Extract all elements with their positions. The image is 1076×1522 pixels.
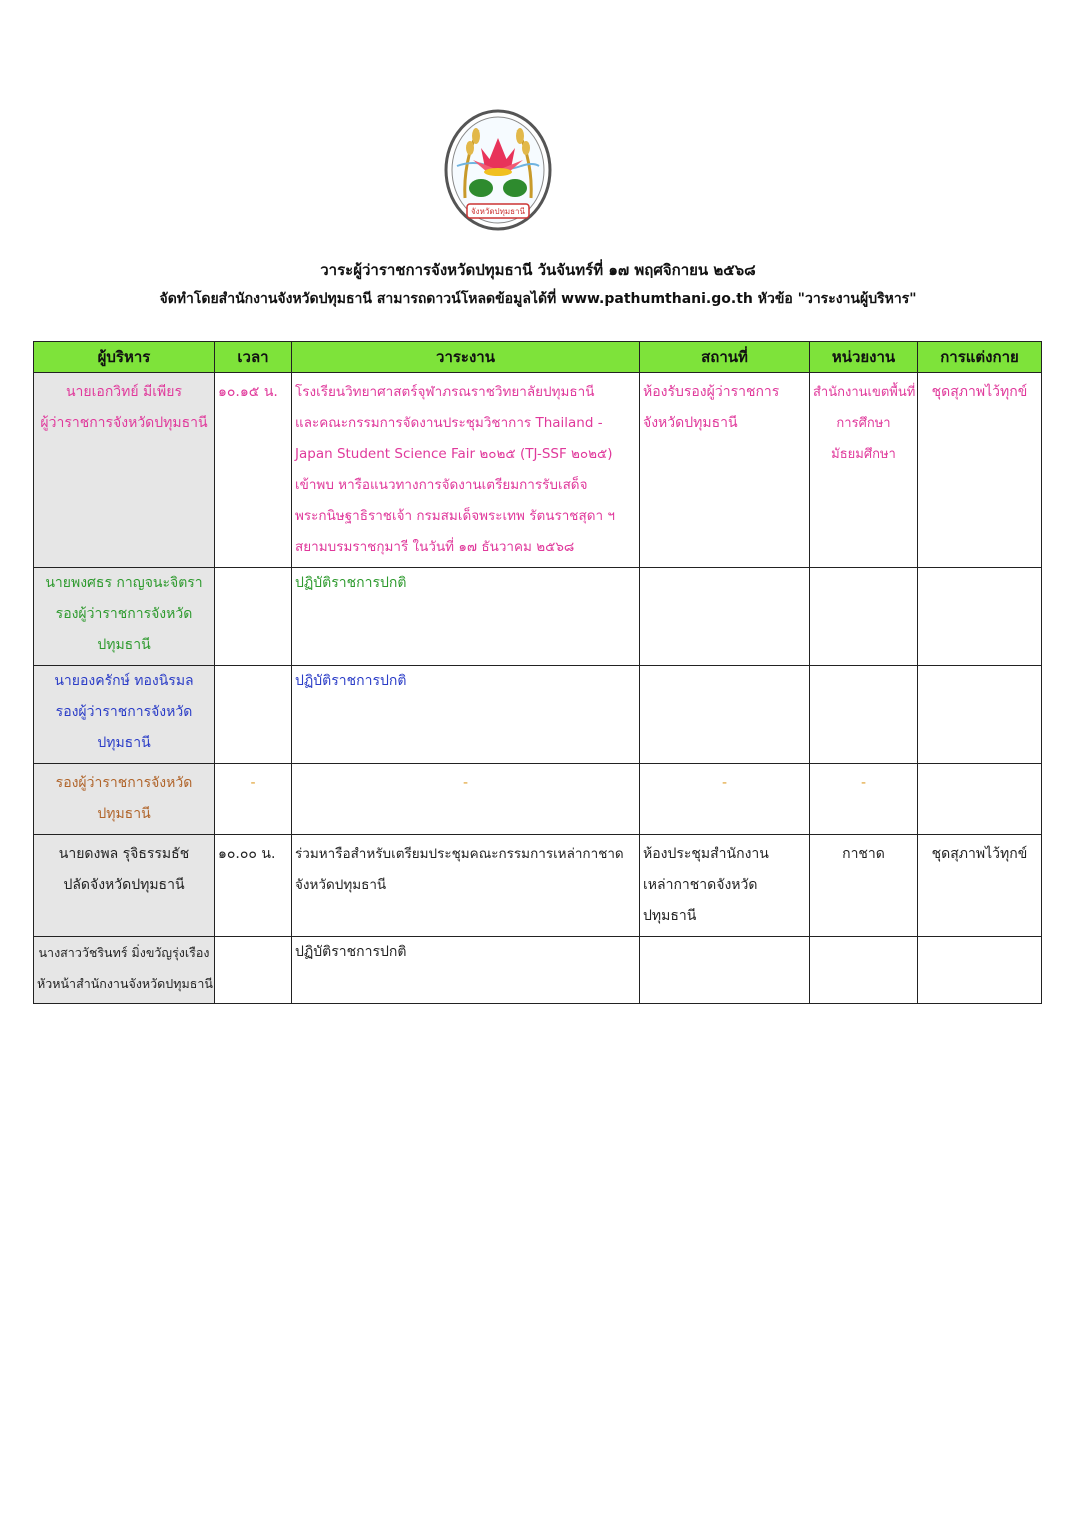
dress-cell: ชุดสุภาพไว้ทุกข์: [918, 835, 1042, 937]
page-title: วาระผู้ว่าราชการจังหวัดปทุมธานี วันจันทร์ที่ ๑๗ พฤศจิกายน ๒๕๖๘: [320, 261, 756, 279]
place-line: จังหวัดปทุมธานี: [643, 415, 738, 431]
agenda-cell: [292, 835, 640, 937]
executive-title: รองผู้ว่าราชการจังหวัดปทุมธานี: [55, 704, 193, 751]
column-header-agency: หน่วยงาน: [810, 342, 918, 373]
agency-cell: [810, 568, 918, 666]
agenda-cell: [292, 937, 640, 1004]
executive-name: นายดงพล รุจิธรรมธัช: [58, 846, 190, 862]
executive-cell: [34, 937, 215, 1004]
table-row: [34, 568, 1042, 666]
page-subtitle: จัดทำโดยสำนักงานจังหวัดปทุมธานี สามารถดาวน์โหลดข้อมูลได้ที่ www.pathumthani.go.th หัวข้อ "วาระงานผู้บริหาร": [159, 291, 917, 307]
place-cell: [640, 666, 810, 764]
executive-title: รองผู้ว่าราชการจังหวัดปทุมธานี: [55, 606, 193, 653]
time-cell: ๑๐.๑๕ น.: [215, 373, 292, 568]
place-cell: -: [640, 764, 810, 835]
agenda-cell: [292, 666, 640, 764]
place-line: ห้องรับรองผู้ว่าราชการ: [643, 384, 780, 400]
place-line: เหล่ากาชาดจังหวัด: [643, 877, 758, 893]
table-header-row: [34, 342, 1042, 373]
place-line: ห้องประชุมสำนักงาน: [643, 846, 769, 862]
executive-cell: [34, 568, 215, 666]
column-header-executive: ผู้บริหาร: [34, 342, 215, 373]
dress-cell: [918, 568, 1042, 666]
dress-cell: ชุดสุภาพไว้ทุกข์: [918, 373, 1042, 568]
executive-title: รองผู้ว่าราชการจังหวัดปทุมธานี: [55, 775, 193, 822]
table-row: [34, 937, 1042, 1004]
dress-cell: [918, 764, 1042, 835]
executive-title: ปลัดจังหวัดปทุมธานี: [63, 877, 185, 893]
executive-title: หัวหน้าสำนักงานจังหวัดปทุมธานี: [37, 976, 213, 991]
executive-name: นางสาววัชรินทร์ มิ่งขวัญรุ่งเรือง: [38, 945, 210, 960]
agenda-line: ร่วมหารือสำหรับเตรียมประชุมคณะกรรมการเหล่ากาชาด: [295, 846, 624, 862]
column-header-agenda: วาระงาน: [292, 342, 640, 373]
agenda-cell: -: [292, 764, 640, 835]
agenda-line: เข้าพบ หารือแนวทางการจัดงานเตรียมการรับเสด็จ: [295, 477, 588, 493]
executive-name: นายพงศธร กาญจนะจิตรา: [45, 575, 203, 591]
provincial-seal-logo: [443, 108, 553, 232]
executive-name: นายเอกวิทย์ มีเพียร: [65, 384, 182, 400]
place-cell: [640, 937, 810, 1004]
dress-cell: [918, 937, 1042, 1004]
table-row: [34, 764, 1042, 835]
time-cell: -: [215, 764, 292, 835]
agency-cell: -: [810, 764, 918, 835]
seal-banner-text: จังหวัดปทุมธานี: [470, 207, 526, 216]
column-header-place: สถานที่: [640, 342, 810, 373]
agenda-line: ปฏิบัติราชการปกติ: [295, 673, 407, 689]
executive-cell: [34, 764, 215, 835]
time-cell: ๑๐.๐๐ น.: [215, 835, 292, 937]
time-cell: [215, 666, 292, 764]
place-cell: [640, 568, 810, 666]
agency-cell: [810, 937, 918, 1004]
column-header-dress: การแต่งกาย: [918, 342, 1042, 373]
agenda-line: และคณะกรรมการจัดงานประชุมวิชาการ Thailand -: [295, 415, 603, 431]
agenda-line: จังหวัดปทุมธานี: [295, 877, 387, 893]
agenda-line: Japan Student Science Fair ๒๐๒๕ (TJ-SSF ๒๐๒๕): [295, 446, 613, 462]
agenda-cell: [292, 568, 640, 666]
executive-cell: [34, 373, 215, 568]
agenda-table: [33, 341, 1042, 1004]
agenda-cell: [292, 373, 640, 568]
place-line: ปทุมธานี: [643, 908, 697, 924]
table-row: [34, 666, 1042, 764]
dress-cell: [918, 666, 1042, 764]
agency-line: มัธยมศึกษา: [831, 447, 896, 462]
time-cell: [215, 937, 292, 1004]
time-cell: [215, 568, 292, 666]
agenda-line: ปฏิบัติราชการปกติ: [295, 944, 407, 960]
agenda-line: พระกนิษฐาธิราชเจ้า กรมสมเด็จพระเทพ รัตนราชสุดา ฯ: [295, 508, 615, 524]
agency-line: การศึกษา: [836, 416, 891, 431]
agency-cell: กาชาด: [810, 835, 918, 937]
table-row: [34, 835, 1042, 937]
agenda-line: ปฏิบัติราชการปกติ: [295, 575, 407, 591]
agenda-line: โรงเรียนวิทยาศาสตร์จุฬาภรณราชวิทยาลัยปทุมธานี: [295, 384, 595, 400]
table-row: [34, 373, 1042, 568]
executive-cell: [34, 835, 215, 937]
executive-cell: [34, 666, 215, 764]
executive-name: นายองครักษ์ ทองนิรมล: [54, 673, 194, 689]
column-header-time: เวลา: [215, 342, 292, 373]
agency-cell: [810, 373, 918, 568]
agency-line: สำนักงานเขตพื้นที่: [813, 385, 916, 400]
agency-cell: [810, 666, 918, 764]
place-cell: [640, 373, 810, 568]
place-cell: [640, 835, 810, 937]
executive-title: ผู้ว่าราชการจังหวัดปทุมธานี: [40, 415, 208, 431]
agenda-line: สยามบรมราชกุมารี ในวันที่ ๑๗ ธันวาคม ๒๕๖๘: [295, 539, 575, 555]
